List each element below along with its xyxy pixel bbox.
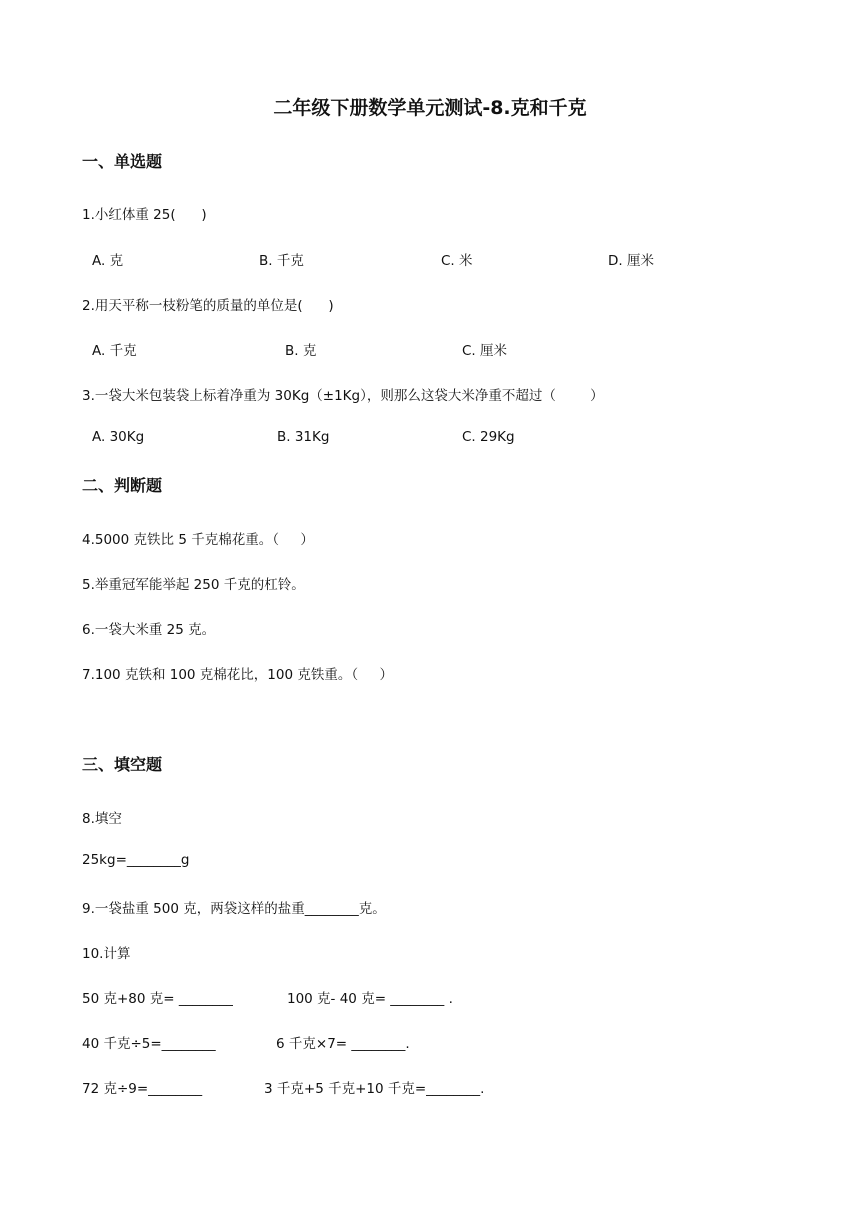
question-3-option-b: B. 31Kg: [277, 429, 330, 445]
question-3-option-c: C. 29Kg: [462, 429, 515, 445]
question-10-row-3-right: 3 千克+5 千克+10 千克=________.: [264, 1081, 485, 1097]
question-10-row-3-left: 72 克÷9=________: [82, 1081, 203, 1097]
question-1-option-c: C. 米: [441, 253, 473, 269]
question-8-stem: 8.填空: [82, 811, 122, 827]
question-6: 6.一袋大米重 25 克。: [82, 622, 216, 638]
question-8-line: 25kg=________g: [82, 852, 190, 868]
question-2-option-a: A. 千克: [92, 343, 137, 359]
question-2-stem: 2.用天平称一枝粉笔的质量的单位是( ): [82, 298, 334, 314]
question-10-row-2-left: 40 千克÷5=________: [82, 1036, 216, 1052]
question-2-option-c: C. 厘米: [462, 343, 508, 359]
question-2-option-b: B. 克: [285, 343, 317, 359]
question-1-option-b: B. 千克: [259, 253, 304, 269]
question-10-row-2-right: 6 千克×7= ________.: [276, 1036, 410, 1052]
question-1-option-a: A. 克: [92, 253, 124, 269]
section-heading-single-choice: 一、单选题: [82, 152, 163, 171]
question-3-stem: 3.一袋大米包装袋上标着净重为 30Kg（±1Kg），则那么这袋大米净重不超过（ ）: [82, 388, 604, 404]
section-heading-true-false: 二、判断题: [82, 476, 163, 495]
question-10-row-1-left: 50 克+80 克= ________: [82, 991, 233, 1007]
question-4: 4.5000 克铁比 5 千克棉花重。（ ）: [82, 532, 314, 548]
page-title: 二年级下册数学单元测试-8.克和千克: [273, 97, 587, 119]
question-5: 5.举重冠军能举起 250 千克的杠铃。: [82, 577, 305, 593]
question-1-option-d: D. 厘米: [608, 253, 654, 269]
question-10-row-1-right: 100 克- 40 克= ________ .: [287, 991, 453, 1007]
question-9: 9.一袋盐重 500 克，两袋这样的盐重________克。: [82, 901, 386, 917]
question-10-stem: 10.计算: [82, 946, 131, 962]
question-7: 7.100 克铁和 100 克棉花比，100 克铁重。（ ）: [82, 667, 394, 683]
question-3-option-a: A. 30Kg: [92, 429, 145, 445]
section-heading-fill-in: 三、填空题: [82, 755, 163, 774]
question-1-stem: 1.小红体重 25( ): [82, 207, 207, 223]
